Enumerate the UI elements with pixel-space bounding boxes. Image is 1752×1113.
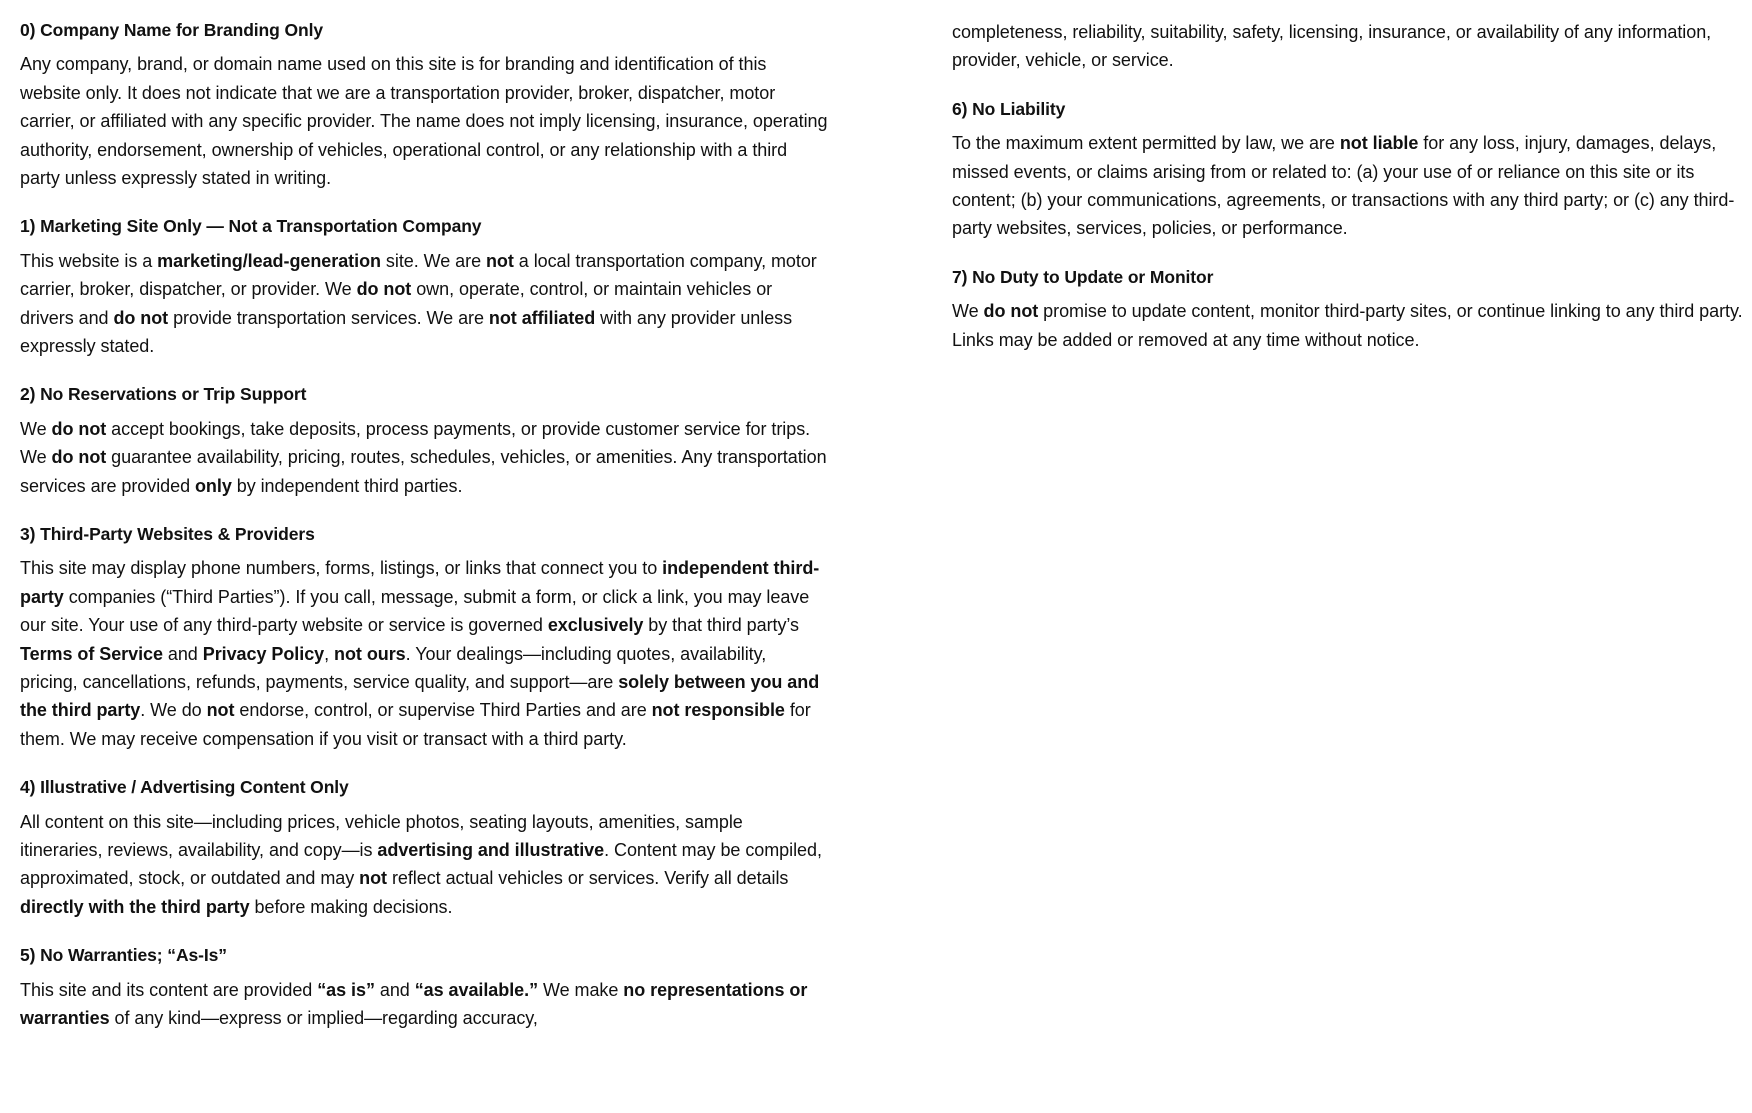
two-column-layout	[0, 18, 1752, 1032]
section-third-party-websites	[20, 522, 828, 753]
section-title: 0) Company Name for Branding Only	[20, 20, 323, 40]
section-body: To the maximum extent permitted by law, we are not liable for any loss, injury, damages, delays, missed events, or claims arising from or related to: (a) your use of or reliance on this site or its content; (b) your communications, agreements, or transactions with any third party; or (c) any third-party websites, services, policies, or performance.	[952, 133, 1735, 239]
section-body: This site and its content are provided “as is” and “as available.” We make no representations or warranties of any kind—express or implied—regarding accuracy,	[20, 979, 808, 1028]
section-title: 3) Third-Party Websites & Providers	[20, 524, 315, 544]
section-no-reservations	[20, 382, 828, 500]
section-illustrative-content	[20, 775, 828, 921]
section-body: We do not promise to update content, monitor third-party sites, or continue linking to any third party. Links may be added or removed at any time without notice.	[952, 301, 1743, 350]
section-no-warranties-continued	[952, 18, 1752, 75]
section-body: All content on this site—including prices, vehicle photos, seating layouts, amenities, sample itineraries, reviews, availability, and copy—is advertising and illustrative. Content may be compiled, approximated, stock, or outdated and may not reflect actual vehicles or services. Verify all details directly with the third party before making decisions.	[20, 811, 822, 917]
section-title: 4) Illustrative / Advertising Content Only	[20, 777, 349, 798]
section-title: 7) No Duty to Update or Monitor	[952, 266, 1214, 287]
section-body: This site may display phone numbers, forms, listings, or links that connect you to independent third-party companies (“Third Parties”). If you call, message, submit a form, or click a link, you may leave our site. Your use of any third-party website or service is governed exclusively by that third party’s Terms of Service and Privacy Policy, not ours. Your dealings—including quotes, availability, pricing, cancellations, refunds, payments, service quality, and support—are solely between you and the third party. We do not endorse, control, or supervise Third Parties and are not responsible for them. We may receive compensation if you visit or transact with a third party.	[20, 558, 820, 749]
section-body: We do not accept bookings, take deposits, process payments, or provide customer service for trips. We do not guarantee availability, pricing, routes, schedules, vehicles, or amenities. Any transportation services are provided only by independent third parties.	[20, 418, 827, 496]
section-title: 5) No Warranties; “As-Is”	[20, 945, 227, 966]
section-no-duty-to-update	[952, 265, 1752, 354]
left-column	[20, 18, 828, 1032]
section-body: This website is a marketing/lead-generation site. We are not a local transportation company, motor carrier, broker, dispatcher, or provider. We do not own, operate, control, or maintain vehicles or drivers and do not provide transportation services. We are not affiliated with any provider unless expressly stated.	[20, 250, 817, 356]
section-marketing-site-only	[20, 214, 828, 360]
section-no-liability	[952, 97, 1752, 243]
section-title: 6) No Liability	[952, 98, 1066, 119]
section-title: 2) No Reservations or Trip Support	[20, 384, 307, 405]
section-title: 1) Marketing Site Only — Not a Transportation Company	[20, 216, 482, 237]
section-no-warranties	[20, 943, 828, 1032]
section-body: completeness, reliability, suitability, safety, licensing, insurance, or availability of any information, provider, vehicle, or service.	[952, 22, 1712, 71]
right-column	[952, 18, 1752, 354]
section-company-name	[20, 18, 828, 192]
section-body: Any company, brand, or domain name used on this site is for branding and identification of this website only. It does not indicate that we are a transportation provider, broker, dispatcher, motor carrier, or affiliated with any specific provider. The name does not imply licensing, insurance, operating authority, endorsement, ownership of vehicles, operational control, or any relationship with a third party unless expressly stated in writing.	[20, 54, 828, 188]
